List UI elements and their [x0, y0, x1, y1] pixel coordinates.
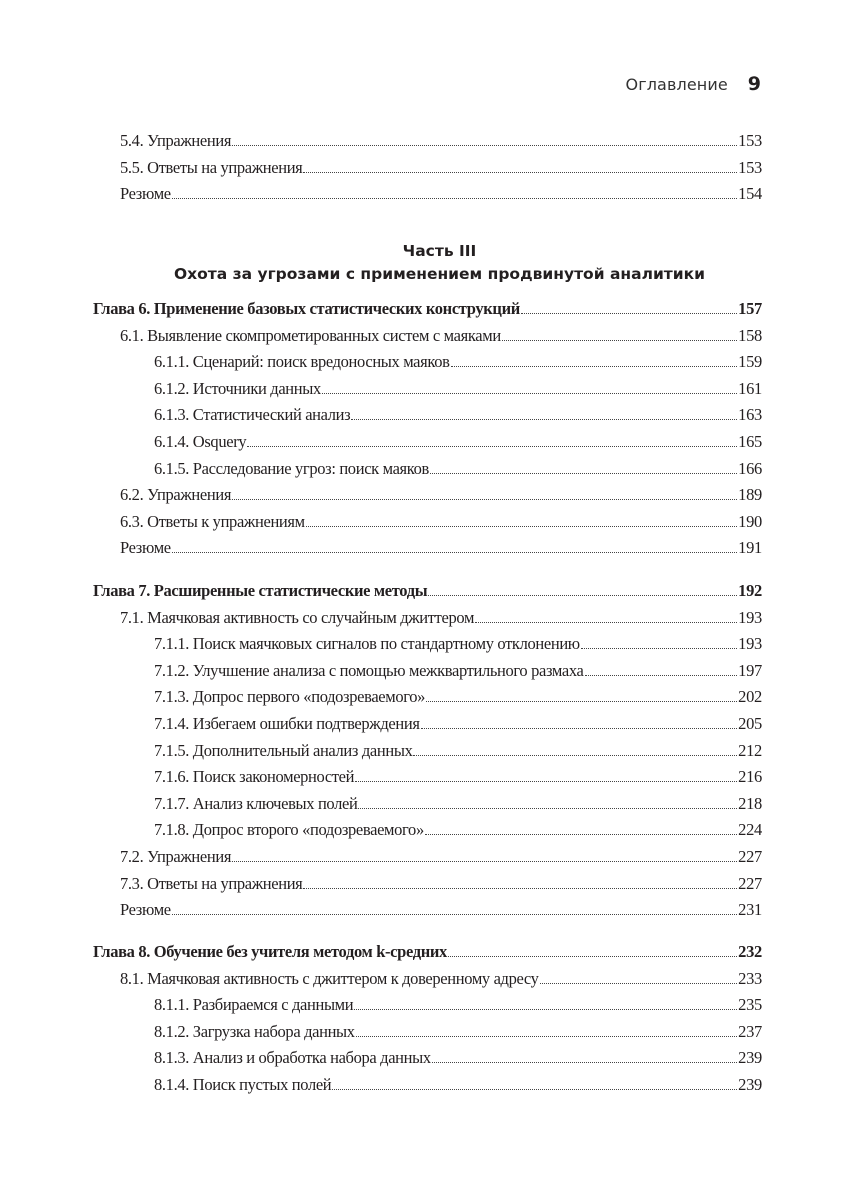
- toc-entry-page: 190: [738, 511, 762, 531]
- toc-chapter-title[interactable]: [93, 296, 762, 323]
- toc-entry-page: 232: [738, 942, 762, 961]
- toc-chapter7: [93, 578, 762, 924]
- toc-chapter8: [93, 939, 762, 1099]
- toc-entry-page: 153: [738, 131, 762, 150]
- toc-entry-label: Глава 7. Расширенные статистические методы: [93, 581, 428, 600]
- toc-entry-page: 237: [738, 1021, 762, 1041]
- toc-entry-page: 154: [738, 184, 762, 204]
- toc-entry-page: 159: [738, 352, 762, 372]
- toc-entry-page: 163: [738, 405, 762, 425]
- toc-entry-page: 212: [738, 740, 762, 760]
- toc-entry[interactable]: [120, 844, 762, 871]
- toc-entry[interactable]: [120, 738, 762, 765]
- toc-entry-page: 218: [738, 793, 762, 813]
- toc-entry-label: 7.1.4. Избегаем ошибки подтверждения: [154, 713, 420, 733]
- dot-leader: [322, 382, 737, 394]
- toc-entry-page: 239: [738, 1048, 762, 1068]
- dot-leader: [232, 134, 737, 146]
- toc-entry-label: 8.1.3. Анализ и обработка набора данных: [154, 1048, 431, 1068]
- dot-leader: [502, 329, 737, 341]
- toc-entry[interactable]: [120, 605, 762, 632]
- running-head: [626, 73, 761, 95]
- dot-leader: [356, 1025, 737, 1037]
- toc-entry-label: 6.1.5. Расследование угроз: поиск маяков: [154, 458, 429, 478]
- toc-entry-page: 165: [738, 431, 762, 451]
- dot-leader: [585, 664, 738, 676]
- toc-entry-page: 191: [738, 538, 762, 558]
- toc-entry-label: 6.1.2. Источники данных: [154, 378, 321, 398]
- toc-entry-label: 7.1.2. Улучшение анализа с помощью межквартильного размаха: [154, 660, 584, 680]
- part-heading: [0, 240, 849, 286]
- dot-leader: [521, 302, 737, 314]
- toc-entry-page: 158: [738, 325, 762, 345]
- dot-leader: [581, 637, 737, 649]
- dot-leader: [247, 435, 737, 447]
- dot-leader: [355, 770, 737, 782]
- toc-entry-label: Резюме: [120, 900, 171, 920]
- toc-entry[interactable]: [120, 631, 762, 658]
- toc-entry[interactable]: [120, 349, 762, 376]
- toc-chapter-title[interactable]: [93, 578, 762, 605]
- toc-entry[interactable]: [120, 535, 762, 562]
- toc-entry-page: 239: [738, 1074, 762, 1094]
- toc-entry-label: Резюме: [120, 538, 171, 558]
- dot-leader: [172, 187, 737, 199]
- toc-entry-label: 7.1.6. Поиск закономерностей: [154, 767, 355, 787]
- toc-entry-label: 8.1. Маячковая активность с джиттером к доверенному адресу: [120, 968, 539, 988]
- running-head-title: Оглавление: [625, 75, 728, 94]
- toc-entry-page: 235: [738, 995, 762, 1015]
- toc-entry-label: 8.1.4. Поиск пустых полей: [154, 1074, 332, 1094]
- part-number: Часть III: [402, 242, 477, 260]
- toc-chapter6: [93, 296, 762, 562]
- toc-entry[interactable]: [120, 323, 762, 350]
- dot-leader: [172, 541, 737, 553]
- dot-leader: [451, 355, 738, 367]
- toc-entry-label: 7.1.7. Анализ ключевых полей: [154, 793, 358, 813]
- toc-entry[interactable]: [120, 966, 762, 993]
- toc-entry[interactable]: [120, 711, 762, 738]
- toc-entry-page: 205: [738, 713, 762, 733]
- toc-entry-page: 224: [738, 820, 762, 840]
- toc-entry-label: 7.1.8. Допрос второго «подозреваемого»: [154, 820, 424, 840]
- toc-entry-label: 6.1.1. Сценарий: поиск вредоносных маяков: [154, 352, 450, 372]
- dot-leader: [303, 161, 737, 173]
- toc-entry-label: Резюме: [120, 184, 171, 204]
- toc-entry[interactable]: [120, 817, 762, 844]
- toc-entry[interactable]: [120, 128, 762, 155]
- toc-entry[interactable]: [120, 509, 762, 536]
- toc-entry-label: 5.5. Ответы на упражнения: [120, 157, 303, 177]
- toc-entry-page: 193: [738, 634, 762, 654]
- dot-leader: [351, 408, 737, 420]
- toc-entry[interactable]: [120, 1045, 762, 1072]
- toc-entry-page: 157: [738, 299, 762, 318]
- toc-entry-label: 7.2. Упражнения: [120, 846, 232, 866]
- toc-entry-page: 227: [738, 846, 762, 866]
- dot-leader: [413, 744, 737, 756]
- toc-entry-label: Глава 6. Применение базовых статистических конструкций: [93, 299, 520, 318]
- toc-entry[interactable]: [120, 402, 762, 429]
- toc-entry-page: 231: [738, 900, 762, 920]
- toc-entry-page: 233: [738, 968, 762, 988]
- toc-entry-label: 6.1. Выявление скомпрометированных систем с маяками: [120, 325, 501, 345]
- dot-leader: [303, 877, 737, 889]
- toc-entry-label: 7.1.1. Поиск маячковых сигналов по стандартному отклонению: [154, 634, 580, 654]
- dot-leader: [232, 850, 737, 862]
- toc-entry-page: 189: [738, 485, 762, 505]
- toc-entry-page: 161: [738, 378, 762, 398]
- toc-entry-label: 7.1. Маячковая активность со случайным джиттером: [120, 607, 475, 627]
- toc-entry-page: 202: [738, 687, 762, 707]
- toc-entry-label: 6.2. Упражнения: [120, 485, 232, 505]
- toc-entry-label: 8.1.1. Разбираемся с данными: [154, 995, 354, 1015]
- toc-entry[interactable]: [120, 897, 762, 924]
- toc-entry[interactable]: [120, 376, 762, 403]
- toc-entry-label: 6.3. Ответы к упражнениям: [120, 511, 305, 531]
- dot-leader: [475, 611, 737, 623]
- toc-entry-page: 166: [738, 458, 762, 478]
- toc-entry[interactable]: [120, 684, 762, 711]
- toc-entry[interactable]: [120, 1072, 762, 1099]
- toc-entry-page: 216: [738, 767, 762, 787]
- page-number: 9: [747, 73, 761, 95]
- toc-entry-label: 8.1.2. Загрузка набора данных: [154, 1021, 355, 1041]
- toc-entry-page: 227: [738, 873, 762, 893]
- dot-leader: [354, 998, 737, 1010]
- part-title: Охота за угрозами с применением продвинутой аналитики: [173, 265, 706, 283]
- dot-leader: [428, 584, 737, 596]
- toc-chapter5-tail: [120, 128, 762, 208]
- dot-leader: [432, 1051, 737, 1063]
- toc-entry-label: 6.1.4. Osquery: [154, 431, 247, 451]
- toc-entry-label: 6.1.3. Статистический анализ: [154, 405, 351, 425]
- toc-entry-label: 5.4. Упражнения: [120, 131, 232, 150]
- dot-leader: [358, 797, 737, 809]
- dot-leader: [421, 717, 738, 729]
- toc-entry[interactable]: [120, 482, 762, 509]
- toc-entry[interactable]: [120, 871, 762, 898]
- dot-leader: [430, 462, 737, 474]
- dot-leader: [425, 823, 737, 835]
- toc-entry[interactable]: [120, 456, 762, 483]
- dot-leader: [426, 690, 737, 702]
- toc-entry[interactable]: [120, 764, 762, 791]
- dot-leader: [540, 972, 738, 984]
- dot-leader: [332, 1078, 737, 1090]
- toc-entry[interactable]: [120, 155, 762, 182]
- toc-chapter-title[interactable]: [93, 939, 762, 966]
- dot-leader: [306, 515, 737, 527]
- toc-entry[interactable]: [120, 1019, 762, 1046]
- dot-leader: [172, 903, 737, 915]
- toc-entry[interactable]: [120, 658, 762, 685]
- dot-leader: [232, 488, 737, 500]
- toc-entry-label: 7.3. Ответы на упражнения: [120, 873, 303, 893]
- toc-entry-page: 192: [738, 581, 762, 600]
- toc-entry[interactable]: [120, 181, 762, 208]
- toc-entry-label: 7.1.3. Допрос первого «подозреваемого»: [154, 687, 426, 707]
- dot-leader: [448, 945, 737, 957]
- toc-entry[interactable]: [120, 429, 762, 456]
- toc-entry-label: 7.1.5. Дополнительный анализ данных: [154, 740, 413, 760]
- toc-entry[interactable]: [120, 992, 762, 1019]
- toc-entry-page: 197: [738, 660, 762, 680]
- toc-entry-page: 193: [738, 607, 762, 627]
- toc-entry-page: 153: [738, 157, 762, 177]
- toc-entry[interactable]: [120, 791, 762, 818]
- toc-entry-label: Глава 8. Обучение без учителя методом k-средних: [93, 942, 447, 961]
